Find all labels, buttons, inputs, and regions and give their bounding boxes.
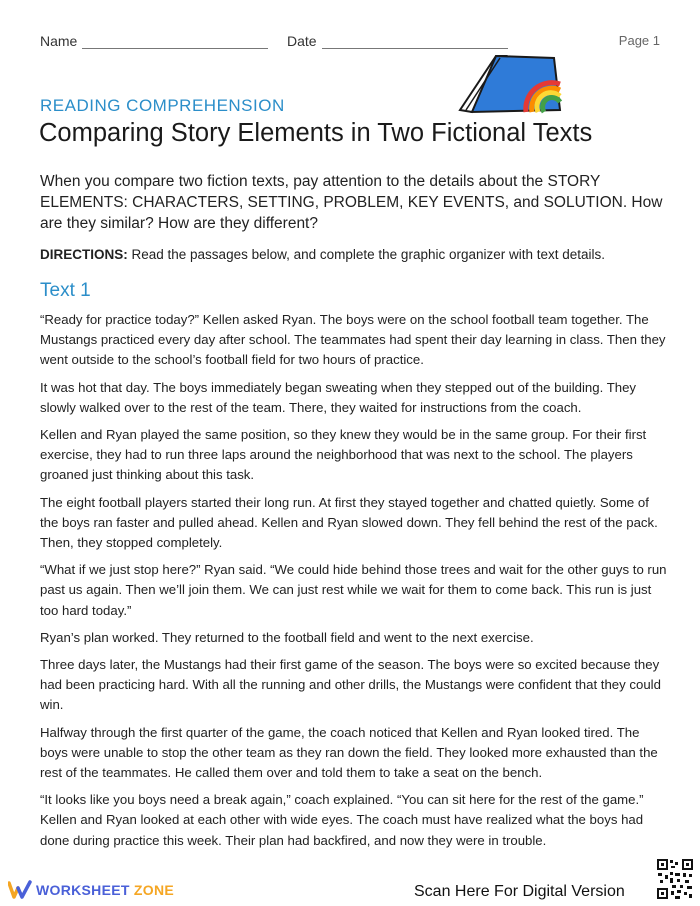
qr-code-icon[interactable] <box>656 858 694 900</box>
directions <box>40 246 680 264</box>
worksheet-zone-logo[interactable] <box>8 880 174 900</box>
passage <box>40 310 670 858</box>
subject-label: READING COMPREHENSION <box>40 96 285 115</box>
passage-paragraph: The eight football players started their long run. At first they stayed together and chatted quietly. Some of the boys ran faster and pulled ahead. Kellen and Ryan slowed down. They fell behind the rest of the pack. Then, they stopped completely. <box>40 494 658 551</box>
passage-paragraph: Halfway through the first quarter of the game, the coach noticed that Kellen and Ryan looked tired. The boys were unable to stop the other team as they ran down the field. They looked more exhausted than the rest of the teammates. He called them over and told them to take a seat on the bench. <box>40 724 658 781</box>
passage-paragraph: Kellen and Ryan played the same position, so they knew they would be in the same group. For their first exercise, they had to run three laps around the neighborhood that was next to the school. The players groaned just thinking about this task. <box>40 427 647 483</box>
date-label: Date <box>287 33 317 49</box>
passage-paragraph: Three days later, the Mustangs had their first game of the season. The boys were so excited because they had been practicing hard. With all the running and other drills, the Mustangs were confident that they could win. <box>40 657 661 713</box>
passage-paragraph: “What if we just stop here?” Ryan said. “We could hide behind those trees and wait for the other guys to run past us again. Then we’ll join them. We can just rest while we wait for them to come back. This run is just too hard today.” <box>40 562 667 618</box>
passage-paragraph: “It looks like you boys need a break again,” coach explained. “You can sit here for the rest of the game.” Kellen and Ryan looked at each other with wide eyes. The coach must have realized what the boys had done during practice this week. Their plan had backfired, and now they were in trouble. <box>40 792 644 848</box>
page-number: Page 1 <box>618 33 660 48</box>
book-tent-rainbow-icon <box>456 54 564 114</box>
intro-paragraph: When you compare two fiction texts, pay attention to the details about the STORY ELEMENTS: CHARACTERS, SETTING, PROBLEM, KEY EVENTS, and SOLUTION. How are they similar? How are they different? <box>40 173 663 232</box>
logo-word-worksheet: WORKSHEET <box>36 882 130 898</box>
logo-text <box>36 882 174 898</box>
directions-label: DIRECTIONS: <box>40 247 128 262</box>
name-field[interactable] <box>40 33 268 49</box>
date-line[interactable] <box>322 36 508 49</box>
passage-paragraph: It was hot that day. The boys immediately began sweating when they stepped out of the building. They slowly walked over to the rest of the team. There, they waited for instructions from the coach. <box>40 379 637 415</box>
worksheet-zone-logo-icon <box>8 880 32 900</box>
scan-text: Scan Here For Digital Version <box>414 883 625 900</box>
page-title: Comparing Story Elements in Two Fictional Texts <box>39 119 593 147</box>
date-field[interactable] <box>287 33 508 49</box>
passage-paragraph: Ryan’s plan worked. They returned to the football field and went to the next exercise. <box>40 629 534 645</box>
directions-text: Read the passages below, and complete the graphic organizer with text details. <box>127 247 606 262</box>
name-label: Name <box>40 33 78 49</box>
logo-word-zone: ZONE <box>133 882 174 898</box>
text-1-heading: Text 1 <box>40 280 91 301</box>
name-line[interactable] <box>82 36 268 49</box>
passage-paragraph: “Ready for practice today?” Kellen asked Ryan. The boys were on the school football team together. The Mustangs practiced every day after school. The teammates had spent their day learning in class. Then they went outside to the school’s football field for two hours of practice. <box>40 312 666 368</box>
